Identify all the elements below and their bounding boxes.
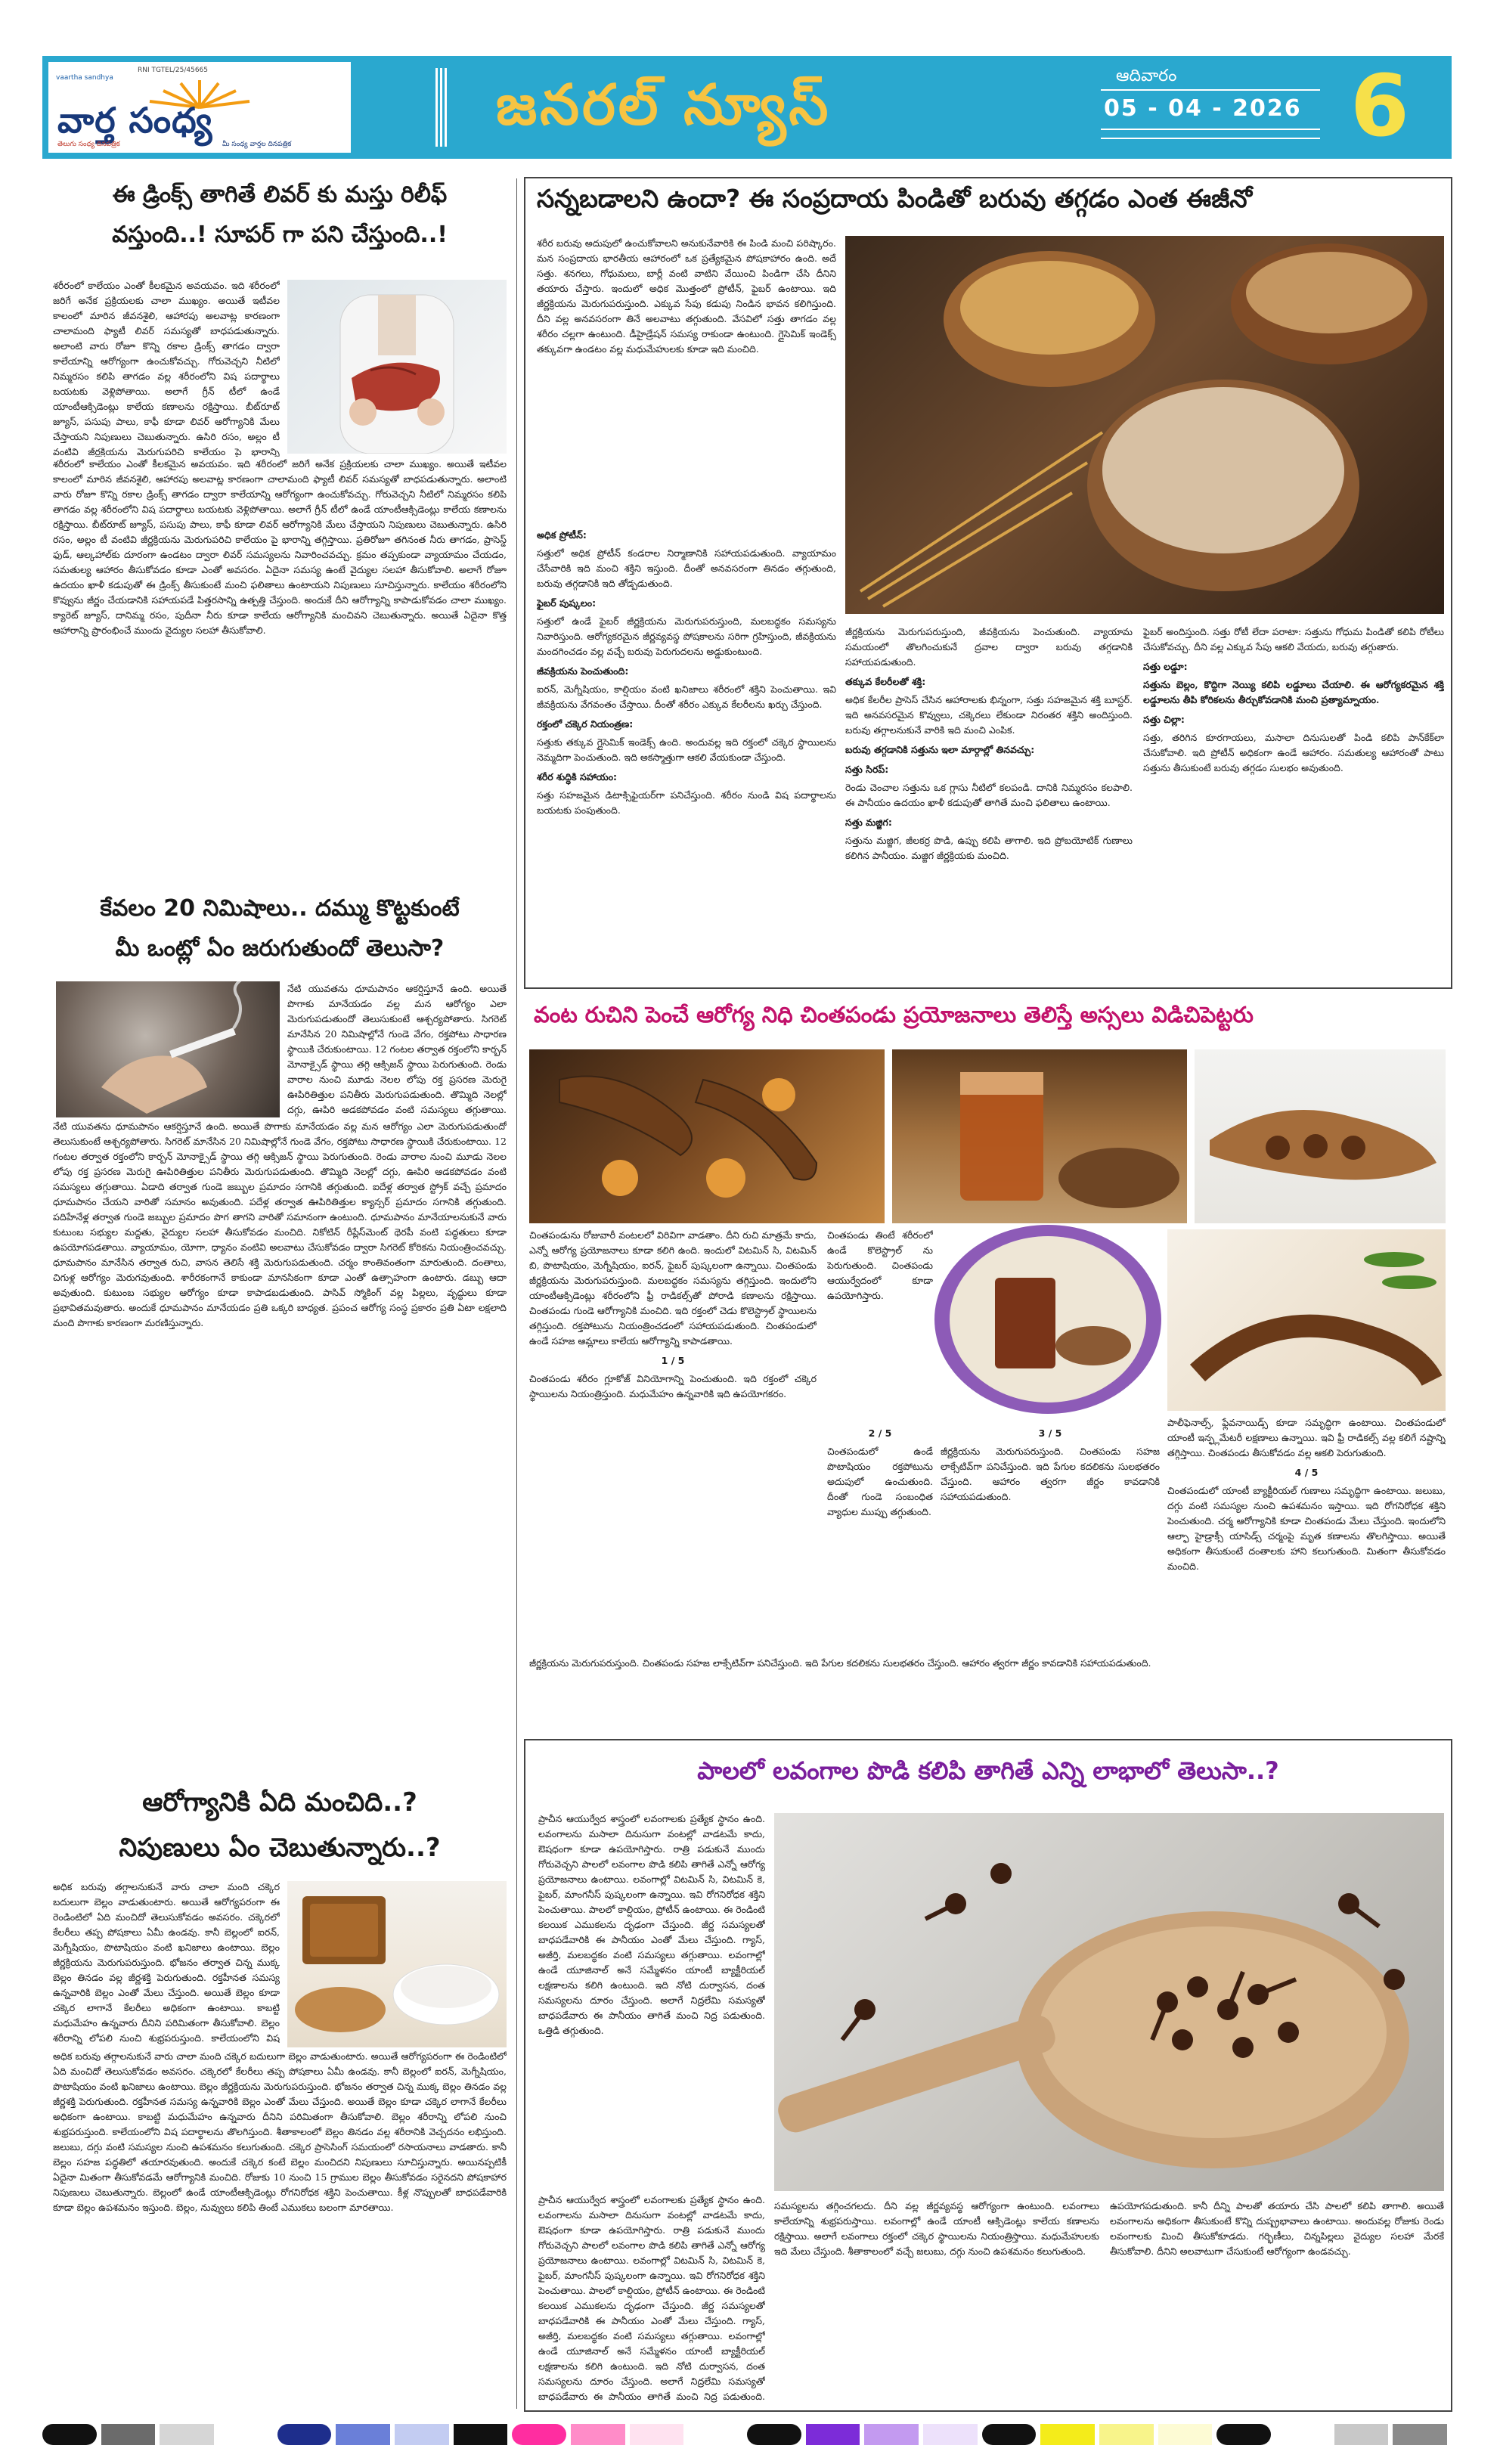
color-swatch [1275, 2424, 1330, 2445]
flour-col3-top: జీర్ణక్రియను మెరుగుపరుస్తుంది, జీవక్రియను పెంచుతుంది. వ్యాయామ సమయంలో తొలగించుకునే ద్రవాల ద్వారా బరువు తగ్గడానికి సహాయపడుతుంది. [845, 626, 1133, 668]
liver-body-wrap [53, 278, 280, 457]
clove-col2-text: సమస్యలను తగ్గించగలదు. దీని వల్ల జీర్ణవ్యవస్థ ఆరోగ్యంగా ఉంటుంది. లవంగాలు కాలేయాన్ని శుభ్రపరుస్తాయి. లవంగాల్లో ఉండే యాంటీ ఆక్సిడెంట్లు కాలేయ కణాలను రక్షిస్తాయి. అలాగే లవంగాలు రక్తంలో చక్కెర స్థాయిలను నియంత్రిస్తాయి. మధుమేహులకు ఇది మేలు చేస్తుంది. శీతాకాలంలో వచ్చే జలుబు, దగ్గు నుంచి ఉపశమనం కలుగుతుంది. [774, 2200, 1099, 2257]
tamarind-p4: చింతపండులో యాంటీ బ్యాక్టీరియల్ గుణాలు సమృద్ధిగా ఉంటాయి. జలుబు, దగ్గు వంటి సమస్యల నుంచి ఉపశమనం ఇస్తాయి. ఇది రోగనిరోధక శక్తిని పెంచుతుంది. చర్మ ఆరోగ్యానికి కూడా చింతపండు మేలు చేస్తుంది. ఇందులోని ఆల్ఫా హైడ్రాక్సీ యాసిడ్స్ చర్మంపై మృత కణాలను తొలగిస్తాయి. అయితే అధికంగా తీసుకుంటే దంతాలకు హాని కలుగుతుంది. మితంగా తీసుకోవడం మంచిది. [1167, 1485, 1446, 1572]
color-swatch [1099, 2424, 1154, 2445]
tamarind-pod-open-illustration [1195, 1049, 1446, 1223]
jaggery-body-full [53, 2049, 507, 2412]
jaggery-headline-line2: నిపుణులు ఏం చెబుతున్నారు..? [119, 1833, 441, 1864]
tamarind-p2-num: 2 / 5 [868, 1427, 892, 1439]
smoking-headline-line1: కేవలం 20 నిమిషాలు.. దమ్ము కొట్టకుంటే [100, 895, 460, 922]
color-swatch [806, 2424, 860, 2445]
flour-sub2: ఫైబర్ పుష్కలం: [537, 597, 597, 609]
date-rule [1101, 129, 1320, 130]
tamarind-p1: చింతపండు శరీరం గ్లూకోజ్ వినియోగాన్ని పెంచుతుంది. ఇది రక్తంలో చక్కెర స్థాయిలను నియంత్రిస్తుంది. మధుమేహం ఉన్నవారికి ఇది ఉపయోగకరం. [529, 1373, 817, 1399]
liver-headline-line2: వస్తుంది..! సూపర్ గా పని చేస్తుంది..! [112, 222, 448, 248]
color-swatch [1216, 2424, 1271, 2445]
clove-headline: పాలలో లవంగాల పొడి కలిపి తాగితే ఎన్ని లాభాలో తెలుసా..? [697, 1756, 1279, 1785]
flour-bowls-photo [845, 236, 1444, 614]
smoking-body-wrap [287, 981, 507, 1117]
print-color-strip [42, 2424, 1452, 2445]
clove-col1-text-cont: ప్రాచీన ఆయుర్వేద శాస్త్రంలో లవంగాలకు ప్రత్యేక స్థానం ఉంది. లవంగాలను మసాలా దినుసుగా వంటల్లో వాడటమే కాదు, ఔషధంగా కూడా ఉపయోగిస్తారు. రాత్రి పడుకునే ముందు గోరువెచ్చని పాలలో లవంగాల పొడి కలిపి తాగితే ఎన్నో ఆరోగ్య ప్రయోజనాలు ఉంటాయి. లవంగాల్లో విటమిన్ సి, విటమిన్ కె, ఫైబర్, మాంగనీస్ పుష్కలంగా ఉన్నాయి. ఇవి రోగనిరోధక శక్తిని పెంచుతాయి. పాలలో కాల్షియం, ప్రోటీన్ ఉంటాయి. ఈ రెండింటి కలయిక ఎముకలను దృఢంగా చేస్తుంది. జీర్ణ సమస్యలతో బాధపడేవారికి ఈ పానీయం ఎంతో మేలు చేస్తుంది. గ్యాస్, అజీర్తి, మలబద్ధకం వంటి సమస్యలు తగ్గుతాయి. లవంగాల్లో ఉండే యూజినాల్ అనే సమ్మేళనం యాంటీ బ్యాక్టీరియల్ లక్షణాలను కలిగి ఉంటుంది. ఇది నోటి దుర్వాసన, దంత సమస్యలను దూరం చేస్తుంది. అలాగే నిద్రలేమి సమస్యతో బాధపడేవారు ఈ పానీయం తాగితే మంచి నిద్ర పడుతుంది. [538, 2194, 765, 2402]
flour-p3: ఐరన్, మెగ్నీషియం, కాల్షియం వంటి ఖనిజాలు శరీరంలో శక్తిని పెంచుతాయి. ఇవి జీవక్రియను వేగవంతం చేస్తాయి. దీంతో శరీరం ఎక్కువ కేలరీలను ఖర్చు చేస్తుంది. [537, 683, 836, 710]
tamarind-headline: వంట రుచిని పెంచే ఆరోగ్య నిధి చింతపండు ప్రయోజనాలు తెలిస్తే అస్సలు విడిచిపెట్టరు [534, 1002, 1254, 1027]
flour-col4-top: ఫైబర్ అందిస్తుంది. సత్తు రోటీ లేదా పరాటా: సత్తును గోధుమ పిండితో కలిపి రోటీలు చేసుకోవచ్చు. దీని వల్ల ఎక్కువ సేపు ఆకలి వేయదు, బరువు తగ్గుతారు. [1143, 626, 1444, 652]
flour-sub11: సత్తు చిల్లా: [1143, 714, 1185, 725]
color-swatch [160, 2424, 214, 2445]
tamarind-col4-text: పాలీఫెనాల్స్, ఫ్లేవనాయిడ్స్ కూడా సమృద్ధిగా ఉంటాయి. చింతపండులో యాంటీ ఇన్ఫ్లమేటరీ లక్షణాలు ఉన్నాయి. ఇవి ఫ్రీ రాడికల్స్ వల్ల కలిగే నష్టాన్ని తగ్గిస్తాయి. చింతపండు తీసుకోవడం వల్ల ఆకలి పెరుగుతుంది. [1167, 1417, 1446, 1458]
clove-col3 [1110, 2199, 1444, 2404]
flour-sub3: జీవక్రియను పెంచుతుంది: [537, 665, 629, 677]
decorative-bars [435, 68, 448, 147]
color-swatch [101, 2424, 156, 2445]
clove-spoon-illustration [774, 1813, 1444, 2191]
tamarind-bottom [529, 1656, 1160, 1739]
flour-sub8: సత్తు సిరప్: [845, 764, 889, 775]
flour-p4: సత్తుకు తక్కువ గ్లైసెమిక్ ఇండెక్స్ ఉంది. అందువల్ల ఇది రక్తంలో చక్కెర స్థాయిలను నెమ్మదిగా పెంచుతుంది. ఇది అకస్మాత్తుగా ఆకలి వేయకుండా చేస్తుంది. [537, 736, 836, 763]
page-number: 6 [1350, 57, 1409, 156]
jaggery-illustration [287, 1881, 507, 2047]
tamarind-col1 [529, 1228, 817, 1651]
tamarind-photo-4 [1167, 1229, 1446, 1411]
liver-body-text-cont: శరీరంలో కాలేయం ఎంతో కీలకమైన అవయవం. ఇది శరీరంలో జరిగే అనేక ప్రక్రియలకు చాలా ముఖ్యం. అయితే ఇటీవల కాలంలో మారిన జీవనశైలి, ఆహారపు అలవాట్ల కారణంగా చాలామంది ఫ్యాటీ లివర్ సమస్యతో బాధపడుతున్నారు. అలాంటి వారు రోజూ కొన్ని రకాల డ్రింక్స్ తాగడం ద్వారా కాలేయాన్ని ఆరోగ్యంగా ఉంచుకోవచ్చు. గోరువెచ్చని నీటిలో నిమ్మరసం కలిపి తాగడం వల్ల శరీరంలోని విష పదార్థాలు బయటకు వెళ్లిపోతాయి. అలాగే గ్రీన్ టీలో ఉండే యాంటీఆక్సిడెంట్లు కాలేయ కణాలను రక్షిస్తాయి. బీట్‌రూట్ జ్యూస్, పసుపు పాలు, కాఫీ కూడా లివర్ ఆరోగ్యానికి మేలు చేస్తాయని నిపుణులు చెబుతున్నారు. ఉసిరి రసం, అల్లం టీ వంటివి జీర్ణక్రియను మెరుగుపరిచి కాలేయం పై భారాన్ని తగ్గిస్తాయి. ప్రతిరోజూ తగినంత నీరు తాగడం, ప్రాసెస్డ్ ఫుడ్, ఆల్కహాల్‌కు దూరంగా ఉండటం ద్వారా లివర్ సమస్యలను నివారించవచ్చు. క్రమం తప్పకుండా వ్యాయామం చేయడం, సమతుల్య ఆహారం తీసుకోవడం కూడా ఎంతో అవసరం. ఏదైనా సమస్య ఉంటే వైద్యుల సలహా తీసుకోవాలి. అలాగే రోజూ ఉదయం ఖాళీ కడుపుతో ఈ డ్రింక్స్ తీసుకుంటే మంచి ఫలితాలు ఉంటాయని నిపుణులు సూచిస్తున్నారు. కాలేయం శరీరంలోని కొవ్వును జీర్ణం చేయడానికి సహాయపడే పిత్తరసాన్ని ఉత్పత్తి చేస్తుంది. అందుకే దీని ఆరోగ్యాన్ని కాపాడుకోవడం చాలా ముఖ్యం. క్యారెట్ జ్యూస్, దానిమ్మ రసం, పుదీనా నీరు కూడా కాలేయ ఆరోగ్యానికి మంచివని చెబుతున్నారు. అయితే ఏదైనా కొత్త ఆహారాన్ని ప్రారంభించే ముందు వైద్యుల సలహా తీసుకోవాలి. [53, 458, 507, 636]
flour-sub9: సత్తు మజ్జిగ: [845, 817, 892, 828]
section-title: జనరల్ న్యూస్ [496, 73, 832, 138]
flour-col1 [537, 523, 836, 977]
color-swatch [218, 2424, 273, 2445]
tagline-left: తెలుగు సంధ్య దినపత్రిక [57, 141, 120, 148]
smoking-body-full [53, 1119, 507, 1769]
jaggery-headline-line1: ఆరోగ్యానికి ఏది మంచిది..? [142, 1787, 417, 1818]
flour-sub6: తక్కువ కేలరీలతో శక్తి: [845, 676, 926, 687]
tamarind-col4 [1167, 1415, 1446, 1733]
tamarind-col2 [827, 1421, 933, 1648]
liver-body-text: శరీరంలో కాలేయం ఎంతో కీలకమైన అవయవం. ఇది శరీరంలో జరిగే అనేక ప్రక్రియలకు చాలా ముఖ్యం. అయితే ఇటీవల కాలంలో మారిన జీవనశైలి, ఆహారపు అలవాట్ల కారణంగా చాలామంది ఫ్యాటీ లివర్ సమస్యతో బాధపడుతున్నారు. అలాంటి వారు రోజూ కొన్ని రకాల డ్రింక్స్ తాగడం ద్వారా కాలేయాన్ని ఆరోగ్యంగా ఉంచుకోవచ్చు. గోరువెచ్చని నీటిలో నిమ్మరసం కలిపి తాగడం వల్ల శరీరంలోని విష పదార్థాలు బయటకు వెళ్లిపోతాయి. అలాగే గ్రీన్ టీలో ఉండే యాంటీఆక్సిడెంట్లు కాలేయ కణాలను రక్షిస్తాయి. బీట్‌రూట్ జ్యూస్, పసుపు పాలు, కాఫీ కూడా లివర్ ఆరోగ్యానికి మేలు చేస్తాయని నిపుణులు చెబుతున్నారు. ఉసిరి రసం, అల్లం టీ వంటివి జీర్ణక్రియను మెరుగుపరిచి కాలేయం పై భారాన్ని [53, 280, 280, 457]
tamarind-photo-1 [529, 1049, 885, 1223]
smoking-body-text: నేటి యువతను ధూమపానం ఆకర్షిస్తూనే ఉంది. అయితే పొగాకు మానేయడం వల్ల మన ఆరోగ్యం ఎలా మెరుగుపడుతుందో తెలుసుకుంటే ఆశ్చర్యపోతారు. సిగరెట్ మానేసిన 20 నిమిషాల్లోనే గుండె వేగం, రక్తపోటు సాధారణ స్థాయికి చేరుకుంటాయి. 12 గంటల తర్వాత రక్తంలోని కార్బన్ మోనాక్సైడ్ స్థాయి తగ్గి ఆక్సిజన్ స్థాయి పెరుగుతుంది. రెండు వారాల నుంచి మూడు నెలల లోపు రక్త ప్రసరణ మెరుగై ఊపిరితిత్తుల పనితీరు మెరుగుపడుతుంది. తొమ్మిది నెలల్లో దగ్గు, ఊపిరి ఆడకపోవడం వంటి సమస్యలు తగ్గుతాయి. [287, 983, 507, 1115]
clove-col2 [774, 2199, 1099, 2404]
flour-p6: అధిక కేలరీల ప్రాసెస్ చేసిన ఆహారాలకు భిన్నంగా, సత్తు సహజమైన శక్తి బూస్టర్. ఇది అనవసరమైన కొవ్వులు, చక్కెరలు లేకుండా నిరంతర శక్తిని అందిస్తుంది. బరువు తగ్గాలనుకునే వారికి ఇది మంచి ఎంపిక. [845, 694, 1133, 736]
jaggery-body-text-cont: అధిక బరువు తగ్గాలనుకునే వారు చాలా మంది చక్కెర బదులుగా బెల్లం వాడుతుంటారు. అయితే ఆరోగ్యపరంగా ఈ రెండింటిలో ఏది మంచిదో తెలుసుకోవడం అవసరం. చక్కెరలో కేలరీలు తప్ప పోషకాలు ఏమీ ఉండవు. కానీ బెల్లంలో ఐరన్, మెగ్నీషియం, పొటాషియం వంటి ఖనిజాలు ఉంటాయి. బెల్లం జీర్ణక్రియను మెరుగుపరుస్తుంది. భోజనం తర్వాత చిన్న ముక్క బెల్లం తినడం వల్ల జీర్ణశక్తి పెరుగుతుంది. రక్తహీనత సమస్య ఉన్నవారికి బెల్లం ఎంతో మేలు చేస్తుంది. అయితే బెల్లం కూడా చక్కెర లాగానే కేలరీలు అధికంగా ఉంటాయి. కాబట్టి మధుమేహం ఉన్నవారు దీనిని పరిమితంగా తీసుకోవాలి. బెల్లం శరీరాన్ని లోపలి నుంచి శుభ్రపరుస్తుంది. కాలేయంలోని విష పదార్థాలను తొలగిస్తుంది. శీతాకాలంలో బెల్లం తినడం వల్ల శరీరానికి వెచ్చదనం లభిస్తుంది. జలుబు, దగ్గు వంటి సమస్యల నుంచి ఉపశమనం కలుగుతుంది. చక్కెర ప్రాసెసింగ్ సమయంలో రసాయనాలు వాడతారు. కానీ బెల్లం సహజ పద్ధతిలో తయారవుతుంది. అందుకే చక్కెర కంటే బెల్లం మంచిదని నిపుణులు సూచిస్తున్నారు. అయినప్పటికీ ఏదైనా మితంగా తీసుకోవడమే ఆరోగ్యానికి మంచిది. రోజుకు 10 నుంచి 15 గ్రాముల బెల్లం తీసుకోవడం సరైనదని పోషకాహార నిపుణులు చెబుతున్నారు. బెల్లంలో ఉండే యాంటీఆక్సిడెంట్లు రోగనిరోధక శక్తిని పెంచుతాయి. కీళ్ల నొప్పులతో బాధపడేవారికి కూడా బెల్లం ఉపశమనం ఇస్తుంది. బెల్లం, నువ్వులు కలిపి తింటే ఎముకలు బలంగా మారతాయి. [53, 2050, 507, 2213]
flour-sub10: సత్తు లడ్డూ: [1143, 661, 1188, 672]
tamarind-drink-illustration [934, 1225, 1161, 1414]
flour-intro-wrap [537, 236, 836, 520]
color-swatch [336, 2424, 390, 2445]
tamarind-col2-top-text: చింతపండు తింటే శరీరంలో ఉండే కొలెస్ట్రాల్ ను పెరుగుతుంది. చింతపండు ఆయుర్వేదంలో కూడా ఉపయోగిస్తారు. [827, 1229, 933, 1301]
color-swatch [864, 2424, 919, 2445]
liver-body-full [53, 457, 507, 880]
smoking-headline [53, 894, 507, 963]
doctor-liver-illustration [287, 280, 507, 454]
newspaper-logo [48, 62, 351, 153]
clove-spoon-photo [774, 1813, 1444, 2191]
tamarind-photo-3 [1195, 1049, 1446, 1223]
jaggery-body-wrap [53, 1880, 280, 2046]
flour-sub4: రక్తంలో చక్కెర నియంత్రణ: [537, 718, 634, 730]
flour-sub7: బరువు తగ్గడానికి సత్తును ఇలా మార్గాల్లో తినవచ్చు: [845, 744, 1035, 755]
logo-small-caption: vaartha sandhya [56, 74, 113, 82]
tamarind-p2: చింతపండులో ఉండే పొటాషియం రక్తపోటును అదుపులో ఉంచుతుంది. దీంతో గుండె సంబంధిత వ్యాధుల ముప్పు తగ్గుతుంది. [827, 1446, 933, 1517]
tamarind-branch-illustration [1167, 1229, 1446, 1411]
flour-p8: రెండు చెంచాల సత్తును ఒక గ్లాసు నీటిలో కలపండి. దానికి నిమ్మరసం కలపాలి. ఈ పానీయం ఉదయం ఖాళీ కడుపుతో తాగితే మంచి ఫలితాలు ఉంటాయి. [845, 782, 1133, 808]
tamarind-pods-illustration [529, 1049, 885, 1223]
flour-p10: సత్తును బెల్లం, కొద్దిగా నెయ్యి కలిపి లడ్డూలు చేయాలి. ఈ ఆరోగ్యకరమైన శక్తి లడ్డూలను తీపి కోరికలను తీర్చుకోవడానికి మంచి ప్రత్యామ్నాయం. [1143, 679, 1444, 705]
tamarind-bottom-text: జీర్ణక్రియను మెరుగుపరుస్తుంది. చింతపండు సహజ లాక్సేటివ్‌గా పనిచేస్తుంది. ఇది పేగుల కదలికను సులభతరం చేస్తుంది. ఆహారం త్వరగా జీర్ణం కావడానికి సహాయపడుతుంది. [529, 1657, 1151, 1669]
color-swatch [277, 2424, 332, 2445]
color-swatch [923, 2424, 978, 2445]
flour-headline: సన్నబడాలని ఉందా? ఈ సంప్రదాయ పిండితో బరువు తగ్గడం ఎంత ఈజీనో [537, 184, 1252, 213]
cigarette-hand-illustration [56, 981, 280, 1117]
date-rule [1101, 89, 1320, 91]
clove-col3-text: ఉపయోగపడుతుంది. కానీ దీన్ని పాలతో తయారు చేసి పాలలో కలిపి తాగాలి. అయితే లవంగాలను అధికంగా తీసుకుంటే కొన్ని దుష్ప్రభావాలు ఉంటాయి. అందువల్ల రోజుకు రెండు లవంగాలకు మించి తీసుకోకూడదు. గర్భిణీలు, చిన్నపిల్లలు వైద్యుల సలహా మేరకే తీసుకోవాలి. దీనిని అలవాటుగా చేసుకుంటే ఆరోగ్యంగా ఉండవచ్చు. [1110, 2200, 1444, 2257]
smoking-body-text-cont: నేటి యువతను ధూమపానం ఆకర్షిస్తూనే ఉంది. అయితే పొగాకు మానేయడం వల్ల మన ఆరోగ్యం ఎలా మెరుగుపడుతుందో తెలుసుకుంటే ఆశ్చర్యపోతారు. సిగరెట్ మానేసిన 20 నిమిషాల్లోనే గుండె వేగం, రక్తపోటు సాధారణ స్థాయికి చేరుకుంటాయి. 12 గంటల తర్వాత రక్తంలోని కార్బన్ మోనాక్సైడ్ స్థాయి తగ్గి ఆక్సిజన్ స్థాయి పెరుగుతుంది. రెండు వారాల నుంచి మూడు నెలల లోపు రక్త ప్రసరణ మెరుగై ఊపిరితిత్తుల పనితీరు మెరుగుపడుతుంది. తొమ్మిది నెలల్లో దగ్గు, ఊపిరి ఆడకపోవడం వంటి సమస్యలు తగ్గుతాయి. ఏడాది తర్వాత గుండె జబ్బుల ప్రమాదం సగానికి తగ్గుతుంది. ఐదేళ్ల తర్వాత స్ట్రోక్ వచ్చే ప్రమాదం ధూమపానం చేయని వారితో సమానం అవుతుంది. పదేళ్ల తర్వాత ఊపిరితిత్తుల క్యాన్సర్ ప్రమాదం సగానికి తగ్గుతుంది. పదిహేనేళ్ల తర్వాత గుండె జబ్బుల ప్రమాదం పొగ తాగని వారితో సమానంగా ఉంటుంది. ధూమపానం మానేయాలనుకునే వారు కుటుంబ సభ్యుల మద్దతు, వైద్యుల సలహా తీసుకోవడం మంచిది. నికోటిన్ రీప్లేస్‌మెంట్ థెరపీ వంటి పద్ధతులు కూడా ఉపయోగపడతాయి. వ్యాయామం, యోగా, ధ్యానం వంటివి అలవాటు చేసుకోవడం ద్వారా సిగరెట్ కోరికను నియంత్రించవచ్చు. ధూమపానం మానేసిన తర్వాత రుచి, వాసన తెలిసే శక్తి మెరుగుపడుతుంది. చర్మం కాంతివంతంగా మారుతుంది. దంతాలు, చిగుళ్ల ఆరోగ్యం మెరుగవుతుంది. శారీరకంగానే కాకుండా మానసికంగా కూడా ఎంతో ఉత్సాహంగా ఉంటారు. డబ్బు ఆదా అవుతుంది. కుటుంబ సభ్యుల ఆరోగ్యం కూడా కాపాడబడుతుంది. పాసివ్ స్మోకింగ్ వల్ల పిల్లలు, వృద్ధులు కూడా ప్రభావితమవుతారు. అందుకే ధూమపానం మానేయడం ప్రతి ఒక్కరి బాధ్యత. ప్రపంచ ఆరోగ్య సంస్థ ప్రకారం ప్రతి ఏటా లక్షలాది మంది పొగాకు కారణంగా మరణిస్తున్నారు. [53, 1120, 507, 1328]
date-rule [1101, 138, 1320, 139]
flour-sub5: శరీర శుద్ధికి సహాయం: [537, 771, 618, 783]
color-swatch [395, 2424, 449, 2445]
clove-col1-cont [538, 2193, 765, 2404]
registration-number: RNI TGTEL/25/45665 [138, 67, 208, 74]
newspaper-name: వార్త సంధ్య [57, 100, 213, 141]
clove-col1 [538, 1812, 765, 2190]
color-swatch [630, 2424, 684, 2445]
liver-headline [53, 180, 507, 249]
tamarind-p3: జీర్ణక్రియను మెరుగుపరుస్తుంది. చింతపండు సహజ లాక్సేటివ్‌గా పనిచేస్తుంది. ఇది పేగుల కదలికను సులభతరం చేస్తుంది. ఆహారం త్వరగా జీర్ణం కావడానికి సహాయపడుతుంది. [941, 1446, 1160, 1502]
flour-col3 [845, 625, 1133, 980]
tamarind-p3-num: 3 / 5 [1038, 1427, 1062, 1439]
date-label: 05 - 04 - 2026 [1104, 95, 1302, 122]
liver-headline-line1: ఈ డ్రింక్స్ తాగితే లివర్ కు మస్తు రిలీఫ్ [112, 181, 448, 208]
tamarind-col2b [941, 1421, 1160, 1648]
clove-col1-text: ప్రాచీన ఆయుర్వేద శాస్త్రంలో లవంగాలకు ప్రత్యేక స్థానం ఉంది. లవంగాలను మసాలా దినుసుగా వంటల్లో వాడటమే కాదు, ఔషధంగా కూడా ఉపయోగిస్తారు. రాత్రి పడుకునే ముందు గోరువెచ్చని పాలలో లవంగాల పొడి కలిపి తాగితే ఎన్నో ఆరోగ్య ప్రయోజనాలు ఉంటాయి. లవంగాల్లో విటమిన్ సి, విటమిన్ కె, ఫైబర్, మాంగనీస్ పుష్కలంగా ఉన్నాయి. ఇవి రోగనిరోధక శక్తిని పెంచుతాయి. పాలలో కాల్షియం, ప్రోటీన్ ఉంటాయి. ఈ రెండింటి కలయిక ఎముకలను దృఢంగా చేస్తుంది. జీర్ణ సమస్యలతో బాధపడేవారికి ఈ పానీయం ఎంతో మేలు చేస్తుంది. గ్యాస్, అజీర్తి, మలబద్ధకం వంటి సమస్యలు తగ్గుతాయి. లవంగాల్లో ఉండే యూజినాల్ అనే సమ్మేళనం యాంటీ బ్యాక్టీరియల్ లక్షణాలను కలిగి ఉంటుంది. ఇది నోటి దుర్వాసన, దంత సమస్యలను దూరం చేస్తుంది. అలాగే నిద్రలేమి సమస్యతో బాధపడేవారు ఈ పానీయం తాగితే మంచి నిద్ర పడుతుంది. ఒత్తిడి తగ్గుతుంది. [538, 1813, 765, 2036]
flour-bowls-illustration [845, 236, 1444, 614]
smoking-headline-line2: మీ ఒంట్లో ఏం జరుగుతుందో తెలుసా? [115, 935, 445, 962]
column-divider [516, 178, 517, 2409]
flour-p11: సత్తు, తరిగిన కూరగాయలు, మసాలా దినుసులతో పిండి కలిపి పాన్‌కేక్‌లా చేసుకోవాలి. ఇది ప్రోటీన్ అధికంగా ఉండే ఆహారం. సమతుల్య ఆహారంతో పాటు సత్తును తీసుకుంటే బరువు తగ్గడం సులభం అవుతుంది. [1143, 732, 1444, 773]
day-label: ఆదివారం [1116, 67, 1177, 85]
jaggery-headline [53, 1786, 507, 1864]
flour-p9: సత్తును మజ్జిగ, జీలకర్ర పొడి, ఉప్పు కలిపి తాగాలి. ఇది ప్రోబయోటిక్ గుణాలు కలిగిన పానీయం. మజ్జిగ జీర్ణక్రియకు మంచిది. [845, 835, 1133, 861]
smoking-photo [56, 981, 280, 1117]
color-swatch [42, 2424, 97, 2445]
tamarind-p4-num: 4 / 5 [1294, 1467, 1319, 1478]
color-swatch [454, 2424, 508, 2445]
flour-p5: సత్తు సహజమైన డిటాక్సిఫైయర్‌గా పనిచేస్తుంది. శరీరం నుండి విష పదార్థాలను బయటకు పంపుతుంది. [537, 789, 836, 816]
color-swatch [512, 2424, 566, 2445]
color-swatch [747, 2424, 801, 2445]
jaggery-body-text: అధిక బరువు తగ్గాలనుకునే వారు చాలా మంది చక్కెర బదులుగా బెల్లం వాడుతుంటారు. అయితే ఆరోగ్యపరంగా ఈ రెండింటిలో ఏది మంచిదో తెలుసుకోవడం అవసరం. చక్కెరలో కేలరీలు తప్ప పోషకాలు ఏమీ ఉండవు. కానీ బెల్లంలో ఐరన్, మెగ్నీషియం, పొటాషియం వంటి ఖనిజాలు ఉంటాయి. బెల్లం జీర్ణక్రియను మెరుగుపరుస్తుంది. భోజనం తర్వాత చిన్న ముక్క బెల్లం తినడం వల్ల జీర్ణశక్తి పెరుగుతుంది. రక్తహీనత సమస్య ఉన్నవారికి బెల్లం ఎంతో మేలు చేస్తుంది. అయితే బెల్లం కూడా చక్కెర లాగానే కేలరీలు అధికంగా ఉంటాయి. కాబట్టి మధుమేహం ఉన్నవారు దీనిని పరిమితంగా తీసుకోవాలి. బెల్లం శరీరాన్ని లోపలి నుంచి శుభ్రపరుస్తుంది. కాలేయంలోని విష [53, 1881, 280, 2044]
tamarind-photo-2 [892, 1049, 1187, 1223]
color-swatch [1393, 2424, 1447, 2445]
tagline-right: మీ సంధ్య వార్తల దినపత్రిక [222, 141, 292, 148]
flour-col4 [1143, 625, 1444, 980]
tamarind-col1-text: చింతపండును రోజువారీ వంటలలో విరివిగా వాడతాం. దీని రుచి మాత్రమే కాదు, ఎన్నో ఆరోగ్య ప్రయోజనాలు కూడా కలిగి ఉంది. ఇందులో విటమిన్ సి, విటమిన్ బి, పొటాషియం, మెగ్నీషియం, ఐరన్, ఫైబర్ పుష్కలంగా ఉన్నాయి. చింతపండు జీర్ణక్రియను మెరుగుపరుస్తుంది. మలబద్ధకం సమస్యను తగ్గిస్తుంది. ఇందులోని యాంటీఆక్సిడెంట్లు శరీరంలోని ఫ్రీ రాడికల్స్‌తో పోరాడి కణాలను రక్షిస్తాయి. చింతపండు గుండె ఆరోగ్యానికి మంచిది. ఇది రక్తంలో చెడు కొలెస్ట్రాల్ స్థాయిలను తగ్గిస్తుంది. రక్తపోటును నియంత్రించడంలో సహాయపడుతుంది. చింతపండులో ఉండే సహజ ఆమ్లాలు కాలేయ ఆరోగ్యాన్ని కాపాడతాయి. [529, 1229, 817, 1347]
tamarind-p1-num: 1 / 5 [661, 1355, 685, 1366]
masthead [42, 56, 1452, 159]
flour-p2: సత్తులో ఉండే ఫైబర్ జీర్ణక్రియను మెరుగుపరుస్తుంది, మలబద్ధకం సమస్యను నివారిస్తుంది. ఆరోగ్యకరమైన జీర్ణవ్యవస్థ పోషకాలను సరిగా గ్రహిస్తుంది, జీవక్రియను మందగించడం వల్ల వచ్చే బరువు పెరుగుదలను అడ్డుకుంటుంది. [537, 615, 836, 657]
color-swatch [688, 2424, 742, 2445]
color-swatch [1040, 2424, 1095, 2445]
flour-intro-text: శరీర బరువు అదుపులో ఉంచుకోవాలని అనుకునేవారికి ఈ పిండి మంచి పరిష్కారం. మన సంప్రదాయ భారతీయ ఆహారంలో ఒక ప్రత్యేకమైన పోషకాహారం ఉంది. అదే సత్తు. శనగలు, గోధుమలు, బార్లీ వంటి వాటిని వేయించి పిండిగా చేసి దీనిని తయారు చేస్తారు. ఇందులో అధిక మొత్తంలో ప్రోటీన్, ఫైబర్ ఉంటాయి. ఇది జీర్ణక్రియను మెరుగుపరుస్తుంది. ఎక్కువ సేపు కడుపు నిండిన భావన కలిగిస్తుంది. దీని వల్ల అనవసరంగా తినే అలవాటు తగ్గుతుంది. వేసవిలో సత్తు తాగడం వల్ల శరీరం చల్లగా ఉంటుంది. డీహైడ్రేషన్ సమస్య రాకుండా ఉంటుంది. గ్లైసెమిక్ ఇండెక్స్ తక్కువగా ఉండటం వల్ల మధుమేహులకు కూడా ఇది మంచిది. [537, 237, 836, 355]
tamarind-drink-circle [934, 1225, 1161, 1414]
tamarind-glass-illustration [892, 1049, 1187, 1223]
color-swatch [571, 2424, 625, 2445]
color-swatch [982, 2424, 1037, 2445]
flour-sub1: అధిక ప్రోటీన్: [537, 529, 587, 541]
tamarind-col2-top [827, 1228, 933, 1417]
color-swatch [1158, 2424, 1213, 2445]
jaggery-sugar-photo [287, 1881, 507, 2047]
doctor-liver-photo [287, 280, 507, 454]
color-swatch [1334, 2424, 1389, 2445]
flour-p1: సత్తులో అధిక ప్రోటీన్ కండరాల నిర్మాణానికి సహాయపడుతుంది. వ్యాయామం చేసేవారికి ఇది మంచి శక్తిని ఇస్తుంది. దీంతో అనవసరంగా తినడం తగ్గుతుంది, బరువు తగ్గడానికి ఇది తోడ్పడుతుంది. [537, 547, 836, 589]
